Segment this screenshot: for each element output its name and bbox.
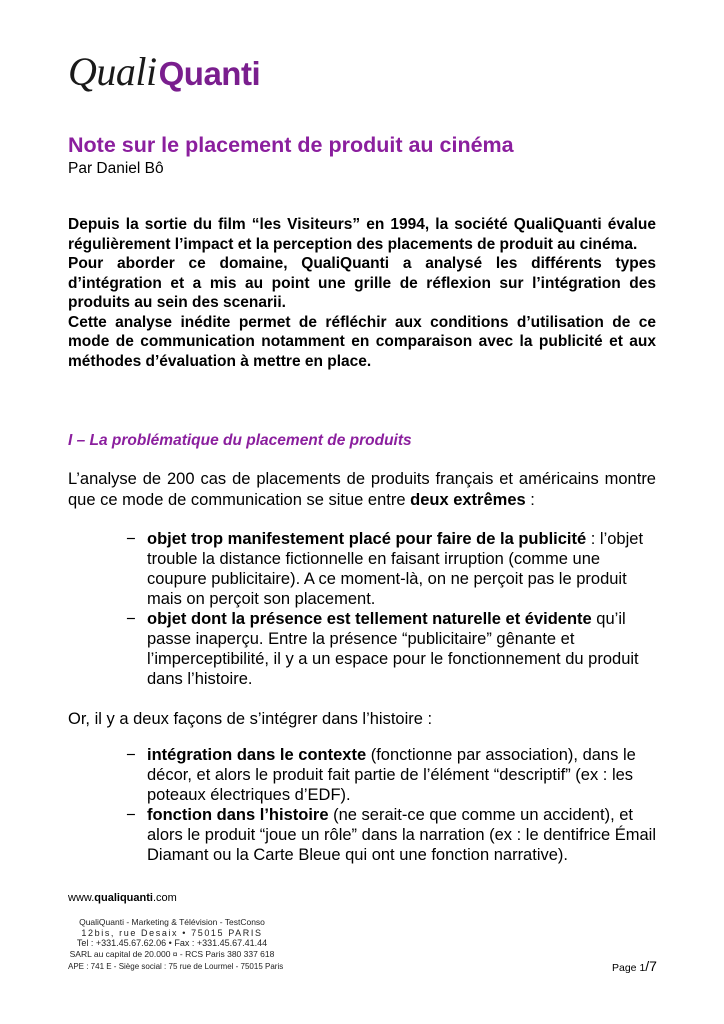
bullet-dash: − <box>126 746 136 764</box>
bullet-bold-text: fonction dans l’histoire <box>147 806 329 824</box>
url-suffix: .com <box>152 892 177 904</box>
qualiquanti-logo <box>68 48 260 98</box>
bullet-dash: − <box>126 530 136 548</box>
document-title: Note sur le placement de produit au cinéma <box>68 133 514 157</box>
url-bold: qualiquanti <box>94 892 153 904</box>
page-current: 1 <box>639 962 646 974</box>
bullet-text: (fonctionne par association), dans le décor, et alors le produit fait partie de l’élément “descriptif” (ex : les poteaux électriques d’EDF). <box>147 746 636 804</box>
intro-paragraph: Depuis la sortie du film “les Visiteurs” en 1994, la société QualiQuanti évalue régulièrement l’impact et la perception des placements de produit au cinéma. <box>68 216 656 253</box>
company-address: 12bis, rue Desaix • 75015 PARIS <box>81 927 263 938</box>
paragraph-bold-text: deux extrêmes <box>410 490 526 509</box>
bullet-list <box>0 529 724 689</box>
bullet-text: : l’objet trouble la distance fictionnelle en faisant irruption (comme une coupure publicitaire). A ce moment-là, on ne perçoit pas le produit mais on perçoit son placement. <box>147 530 644 608</box>
company-registration: SARL au capital de 20.000 ¤ - RCS Paris 380 337 618 <box>69 948 275 959</box>
document-author: Par Daniel Bô <box>68 160 164 177</box>
logo-part-quali: Quali <box>68 49 157 94</box>
bullet-list <box>0 745 724 865</box>
company-info <box>68 917 276 959</box>
bullet-dash: − <box>126 610 136 628</box>
page-number <box>612 958 657 974</box>
bullet-bold-text: objet dont la présence est tellement naturelle et évidente <box>147 610 592 628</box>
bullet-item <box>0 805 657 865</box>
url-prefix: www. <box>68 892 95 904</box>
company-phone: Tel : +331.45.67.62.06 • Fax : +331.45.67.41.44 <box>76 938 268 948</box>
intro-block <box>68 215 656 371</box>
company-ape: APE : 741 E - Siège social : 75 rue de Lourmel - 75015 Paris <box>68 962 284 971</box>
bullet-item <box>0 745 657 805</box>
footer-website-link[interactable] <box>68 892 177 904</box>
paragraph-text: L’analyse de 200 cas de placements de produits français et américains montre que ce mode de communication se situe entre <box>68 470 656 509</box>
section-paragraph: Or, il y a deux façons de s’intégrer dans l’histoire : <box>68 710 433 728</box>
bullet-item <box>0 609 657 689</box>
company-line: QualiQuanti - Marketing & Télévision - TestConso <box>79 917 265 927</box>
page-total: /7 <box>645 958 657 974</box>
bullet-text: qu’il passe inaperçu. Entre la présence “publicitaire” gênante et l’imperceptibilité, il y a un espace pour le fonctionnement du produit dans l’histoire. <box>147 610 639 688</box>
bullet-bold-text: intégration dans le contexte <box>147 746 367 764</box>
section-heading: I – La problématique du placement de produits <box>68 432 412 449</box>
intro-paragraph: Pour aborder ce domaine, QualiQuanti a analysé les différents types d’intégration et a mis au point une grille de réflexion sur l’intégration des produits au sein des scenarii. <box>68 255 656 311</box>
bullet-dash: − <box>126 806 136 824</box>
bullet-text: (ne serait-ce que comme un accident), et alors le produit “joue un rôle” dans la narration (ex : le dentifrice Émail Diamant ou la Carte Bleue qui ont une fonction narrative). <box>147 806 657 864</box>
logo-part-quanti: Quanti <box>158 55 261 92</box>
bullet-bold-text: objet trop manifestement placé pour faire de la publicité <box>147 530 587 548</box>
bullet-item <box>0 529 657 609</box>
paragraph-text-end: : <box>525 490 535 509</box>
intro-paragraph: Cette analyse inédite permet de réfléchir aux conditions d’utilisation de ce mode de communication notamment en comparaison avec la publicité et aux méthodes d’évaluation à mettre en place. <box>68 313 656 370</box>
section-paragraph <box>68 469 656 510</box>
page-label: Page <box>612 962 640 974</box>
